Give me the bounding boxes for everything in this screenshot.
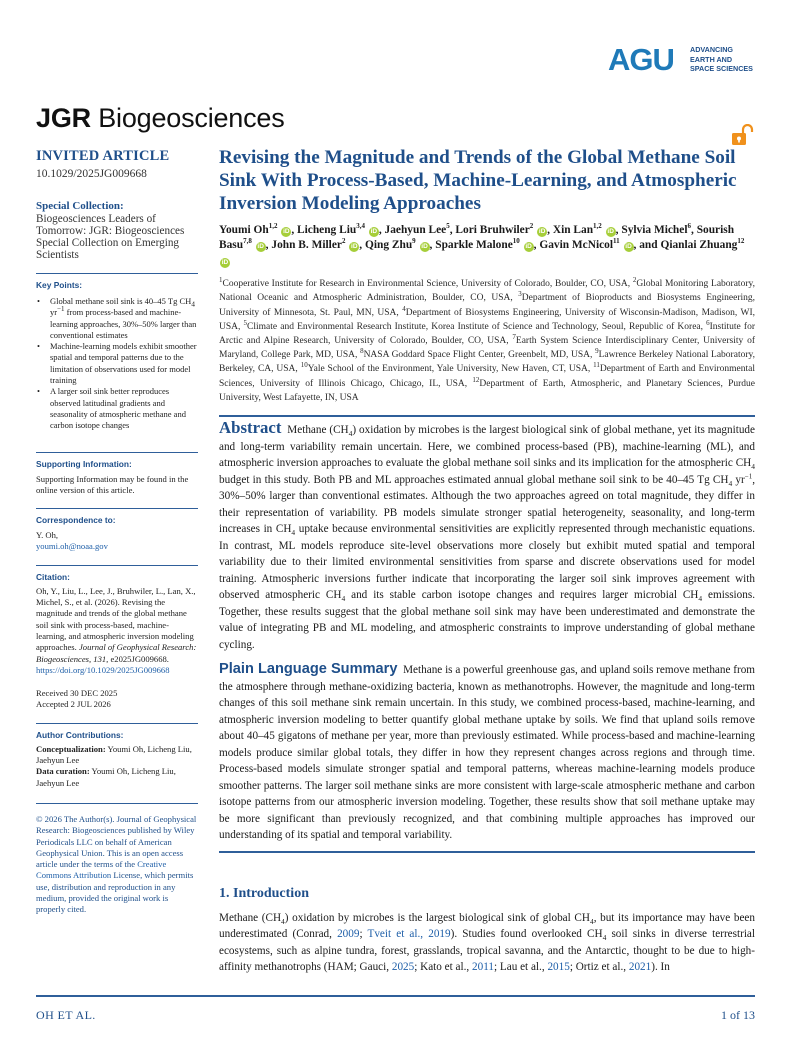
affiliation-text: Earth System Science Interdisciplinary Center, University of Maryland, College Park, MD, USA,: [219, 336, 755, 361]
affiliation-marker: 1: [219, 276, 223, 285]
orcid-icon[interactable]: iD: [370, 228, 378, 235]
author-name: Youmi Oh: [219, 224, 269, 236]
author-contributions-head: Author Contributions:: [36, 729, 124, 740]
special-collection-text[interactable]: Biogeosciences Leaders of Tomorrow: JGR: Biogeosciences Special Collection on Emerging Scientists: [36, 213, 185, 261]
key-points-list: [36, 296, 198, 432]
affiliation-marker: 11: [593, 361, 600, 370]
affiliation-text: Climate and Environmental Research Institute, Korea Institute of Science and Technology, Seoul, Republic of Korea,: [247, 321, 707, 332]
running-head: OH ET AL.: [36, 1008, 96, 1022]
affiliation-text: Department of Bioproducts and Biosystems Engineering, University of Minnesota, St. Paul, MN, USA,: [219, 293, 755, 318]
contribution-item: Conceptualization: Youmi Oh, Licheng Liu, Jaehyun Lee: [36, 743, 192, 766]
list-item: • Machine-learning models exhibit smoother spatial and temporal patterns due to the limitation of observations used for model training: [36, 341, 198, 386]
open-lock-icon[interactable]: [731, 124, 755, 146]
author-name: Sourish Basu: [219, 224, 735, 252]
doi[interactable]: 10.1029/2025JG009668: [36, 168, 147, 180]
accepted-date: Accepted 2 JUL 2026: [36, 699, 111, 710]
orcid-icon[interactable]: iD: [538, 228, 546, 235]
author-affiliation-marker: 11: [613, 237, 620, 246]
orcid-icon[interactable]: iD: [607, 228, 614, 235]
affiliation-marker: 7: [512, 332, 516, 341]
author-name: Xin Lan: [552, 224, 594, 236]
divider: [219, 851, 755, 853]
reference-link[interactable]: 2011: [472, 961, 494, 974]
reference-link[interactable]: 2015: [547, 961, 570, 974]
divider: [36, 723, 198, 724]
affiliation-text: Department of Earth, Atmospheric, and Planetary Sciences, Purdue University, West Lafayette, IN, USA: [219, 378, 755, 403]
orcid-icon[interactable]: iD: [257, 243, 264, 251]
affiliation-text: NASA Goddard Space Flight Center, Greenbelt, MD, USA,: [363, 350, 596, 361]
correspondence-head: Correspondence to:: [36, 515, 116, 526]
affiliation-marker: 10: [300, 361, 308, 370]
list-item: • A larger soil sink better reproduces observed latitudinal gradients and seasonality of atmospheric methane and carbon isotope changes: [36, 386, 198, 431]
article-body: [219, 146, 755, 976]
special-collection-head: Special Collection:: [36, 200, 124, 212]
contribution-item: Data curation: Youmi Oh, Licheng Liu, Jaehyun Lee: [36, 766, 176, 788]
footer-divider: [36, 995, 755, 997]
author-affiliation-marker: 1,2: [593, 222, 602, 231]
affiliation-marker: 8: [360, 347, 364, 356]
author-affiliation-marker: 1,2: [268, 222, 278, 231]
orcid-icon[interactable]: iD: [625, 243, 632, 251]
key-points-head: Key Points:: [36, 280, 83, 290]
reference-link[interactable]: Tveit et al., 2019: [367, 928, 451, 941]
divider: [36, 452, 198, 453]
affiliation-text: Lawrence Berkeley National Laboratory, Berkeley, CA, USA,: [219, 350, 756, 375]
author-name: Sylvia Michel: [621, 224, 688, 236]
author-affiliation-marker: 3,4: [356, 222, 365, 231]
affiliation-text: Cooperative Institute for Research in Environmental Science, University of Colorado, Boulder, CO, USA,: [222, 279, 633, 290]
abstract-text: Methane $(CH_4)$ oxidation by microbes is the largest biological sink of global methane, yet its magnitude and long-term variability remain uncertain. Here, we combined process-based (PB), machine-learning (ML), and atmospheric inversion approaches to evaluate the global methane soil sinks and its implication for the atmospheric $CH_4$ budget in this study. Both PB and ML approaches estimated annual global methane soil sink to be 40–45 Tg $CH_4$ $yr^{-1}$, 30%–50% larger than conventional estimates. Although the two approaches agreed on total magnitude, they differ in their representation of variability. PB models simulate stronger spatial heterogeneity, seasonality, and long-term increases in $CH_4$ uptake because environmental sensitivities are explicitly represented through mechanistic equations. In contrast, ML models reproduce site-level observations more closely but exhibit muted spatial and temporal variability due to their limited environmental sensitivities from sparse and discrete observations used for model training. Atmospheric inversions further indicate that incorporating the larger soil sink improves agreement with observed atmospheric $CH_4$ and its stable carbon isotope changes and requires larger microbial $CH_4$ emissions. Together, these results suggest that the global methane soil sink may have been underestimated and demonstrate the value of integrating PB and ML modeling, and atmospheric constraints to improve understanding of global methane cycling.: [219, 424, 755, 651]
license-link[interactable]: Creative Commons Attribution: [36, 859, 167, 881]
author-list: Youmi Oh$^{1,2}$ iD , Licheng Liu$^{3,4}$ iD , Jaehyun Lee$^5$, Lori Bruhwiler$^2$ iD , Xin Lan$^{1,2}$ iD , Sylvia Michel$^6$, Sourish Basu$^{7,8}$ iD , John B. Miller$^2$ iD , Qing Zhu$^9$ iD , Sparkle Malone$^{10}$ iD , Gavin McNicol$^{11}$ iD , and Qianlai Zhuang$^{12}$ iD: [219, 222, 745, 266]
citation-head: Citation:: [36, 571, 70, 582]
section-heading: 1. Introduction: [219, 885, 309, 901]
author-affiliation-marker: 2: [529, 222, 534, 231]
author-affiliation-marker: 7,8: [243, 237, 252, 246]
citation-link[interactable]: https://doi.org/10.1029/2025JG009668: [36, 664, 170, 675]
plain-language-summary: [219, 661, 755, 844]
citation-text: Oh, Y., Liu, L., Lee, J., Bruhwiler, L., Lan, X., Michel, S., et al. (2026). Revising the magnitude and trends of the global methane soil sink with process-based, machine-learning, and atmospheric inversion modeling approaches. Journal of Geophysical Research: Biogeosciences, 131, e2025JG009668. https://doi.org/10.1029/2025JG009668: [36, 585, 197, 675]
affiliation-text: Global Monitoring Laboratory, National Oceanic and Atmospheric Administration, Boulder, CO, USA,: [219, 279, 755, 304]
pls-text: Methane is a powerful greenhouse gas, and upland soils remove methane from the atmosphere through methane-oxidizing bacteria, known as methanotrophs. However, the magnitude and long-term changes of this soil methane sink remain uncertain. In this study, we combined process-based, machine-learning, and atmospheric inversion modeling to better quantify global methane uptake by soils. We find that upland soils remove about 40–45 gigatons of methane per year, more than previously estimated. While process-based and machine-learning models produce similar global totals, they differ in how they represent changes across regions and through time. Process-based models simulate stronger spatial and temporal patterns, whereas machine-learning models produce smoother patterns. The larger soil methane sinks are more consistent with large-scale atmospheric methane and carbon isotope patterns from our atmospheric inversion modeling. Together, these results show that soil methane uptake may be more significant than previously recognized, and that combining multiple approaches has improved our understanding of its spatial and temporal variability.: [219, 664, 756, 842]
affiliation-marker: 2: [632, 276, 637, 285]
journal-title: JGR Biogeosciences: [36, 103, 285, 133]
author-name: Qianlai Zhuang: [660, 239, 738, 252]
author-name: Sparkle Malone: [435, 239, 513, 252]
intro-text: Methane $(CH_4)$ oxidation by microbes is the largest biological sink of global $CH_4$, but its importance may have been underestimated (Conrad, 2009; Tveit et al., 2019). Studies found overlooked $CH_4$ soil sinks in diverse terrestrial ecosystems, such as alpine tundra, forest, grasslands, tropical savanna, and the Antarctic, thought to be due to high-affinity methanotrophs (HAM; Gauci, 2025; Kato et al., 2011; Lau et al., 2015; Ortiz et al., 2021). In: [219, 911, 756, 974]
received-date: Received 30 DEC 2025: [36, 688, 118, 699]
author-affiliation-marker: 2: [341, 237, 346, 246]
author-name: Gavin McNicol: [539, 239, 614, 252]
affiliation-text: Yale School of the Environment, Yale University, New Haven, CT, USA,: [307, 364, 594, 375]
article-type: INVITED ARTICLE: [36, 148, 170, 164]
author-affiliation-marker: 10: [512, 237, 520, 246]
divider: [36, 508, 198, 509]
divider: [36, 565, 198, 566]
divider: [36, 803, 198, 804]
author-affiliation-marker: 5: [446, 222, 450, 231]
supporting-info-text: Supporting Information may be found in the online version of this article.: [36, 473, 189, 495]
reference-link[interactable]: 2009: [337, 928, 360, 941]
orcid-icon[interactable]: iD: [221, 258, 229, 266]
correspondence-name: Y. Oh,: [36, 530, 59, 541]
author-name: Licheng Liu: [297, 224, 357, 236]
affiliations: [219, 277, 755, 405]
author-name: Lori Bruhwiler: [455, 224, 530, 236]
author-name: John B. Miller: [271, 239, 342, 252]
list-item: • Global methane soil sink is 40–45 Tg $CH_4$ $yr^{-1}$ from process-based and machine-learning approaches, 30%–50% larger than conventional estimates: [36, 296, 198, 341]
divider: [36, 273, 198, 274]
pls-head: Plain Language Summary: [219, 661, 398, 678]
author-affiliation-marker: 12: [737, 237, 745, 246]
affiliation-marker: 12: [472, 375, 480, 384]
orcid-icon[interactable]: iD: [283, 228, 290, 235]
reference-link[interactable]: 2021: [628, 961, 652, 974]
orcid-icon[interactable]: iD: [525, 243, 532, 251]
affiliation-marker: 4: [402, 304, 406, 313]
affiliation-marker: 9: [595, 347, 599, 356]
article-title: Revising the Magnitude and Trends of the Global Methane Soil Sink With Process-Based, Machine-Learning, and Atmospheric Inversion Modeling Approaches: [219, 147, 737, 214]
abstract: [219, 420, 755, 653]
sidebar: [36, 148, 198, 916]
author-name: Jaehyun Lee: [384, 224, 447, 236]
agu-logo-tagline: ADVANCING EARTH AND SPACE SCIENCES: [690, 45, 753, 74]
supporting-info-head: Supporting Information:: [36, 458, 132, 469]
orcid-icon[interactable]: iD: [421, 243, 428, 251]
abstract-head: Abstract: [219, 418, 282, 438]
affiliation-marker: 6: [706, 318, 710, 327]
affiliation-marker: 3: [518, 290, 522, 299]
affiliation-text: Institute for Arctic and Alpine Research, University of Colorado, Boulder, CO, USA,: [219, 321, 755, 347]
correspondence-email[interactable]: youmi.oh@noaa.gov: [36, 541, 108, 552]
affiliation-text: Department of Biosystems Engineering, University of Wisconsin-Madison, Madison, WI, USA,: [219, 307, 756, 332]
affiliation-marker: 5: [243, 318, 248, 327]
page-number: 1 of 13: [721, 1008, 755, 1022]
copyright-notice: © 2026 The Author(s). Journal of Geophysical Research: Biogeosciences published by Wiley Periodicals LLC on behalf of American Geophysical Union. This is an open access article under the terms of the Creative Commons Attribution License, which permits use, distribution and reproduction in any medium, provided the original work is properly cited.: [36, 813, 197, 915]
author-name: Qing Zhu: [365, 239, 413, 252]
agu-logo: [608, 44, 758, 78]
author-affiliation-marker: 6: [687, 222, 691, 231]
author-affiliation-marker: 9: [412, 237, 416, 246]
reference-link[interactable]: 2025: [391, 961, 415, 974]
agu-logo-mark: AGU: [608, 42, 674, 77]
affiliation-text: Department of Earth and Environmental Sciences, University of Illinois Chicago, Chicago, IL, USA,: [219, 364, 755, 389]
orcid-icon[interactable]: iD: [351, 243, 358, 251]
divider: [219, 415, 755, 417]
